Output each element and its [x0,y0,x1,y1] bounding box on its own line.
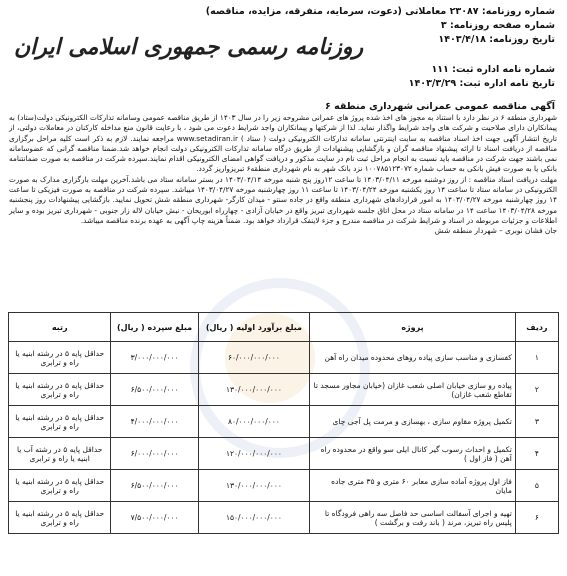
cell-row-number: ۱ [515,342,558,374]
cell-estimate: ۶۰/۰۰۰/۰۰۰/۰۰۰ [198,342,309,374]
ad-title: آگهی مناقصه عمومی عمرانی شهرداری منطقه ۶ [325,101,555,112]
cell-row-number: ۶ [515,502,558,534]
cell-deposit: ۴/۰۰۰/۰۰۰/۰۰۰ [111,406,198,438]
cell-deposit: ۶/۵۰۰/۰۰۰/۰۰۰ [111,374,198,406]
registration-date-line: تاریخ نامه اداره ثبت: ۱۴۰۳/۳/۲۹ [408,78,555,89]
cell-row-number: ۲ [515,374,558,406]
date-line: تاریخ روزنامه: ۱۴۰۳/۴/۱۸ [438,34,555,45]
registration-number-line: شماره نامه اداره ثبت: ۱۱۱ [431,64,555,75]
cell-rank: حداقل پایه ۵ در رشته ابنیه یا راه و ترابری [9,374,111,406]
table-header-row [9,313,559,342]
header-deposit: مبلغ سپرده ( ریال) [111,313,198,342]
cell-estimate: ۱۵۰/۰۰۰/۰۰۰/۰۰۰ [198,502,309,534]
cell-project: فاز اول پروژه آماده سازی معابر ۶۰ متری و ۳۵ متری جاده مایان [310,470,516,502]
cell-rank: حداقل پایه ۵ در رشته ابنیه یا راه و ترابری [9,342,111,374]
cell-rank: حداقل پایه ۵ در رشته ابنیه یا راه و ترابری [9,470,111,502]
cell-project: کفسازی و مناسب سازی پیاده روهای محدوده میدان راه آهن [310,342,516,374]
cell-row-number: ۵ [515,470,558,502]
cell-estimate: ۱۳۰/۰۰۰/۰۰۰/۰۰۰ [198,374,309,406]
cell-project: تکمیل و احداث رسوب گیر کانال ایلی سو واقع در محدوده راه آهن ( فاز اول ) [310,438,516,470]
cell-row-number: ۴ [515,438,558,470]
table-row [9,342,559,374]
cell-estimate: ۱۲۰/۰۰۰/۰۰۰/۰۰۰ [198,438,309,470]
ad-body [9,113,557,237]
header-estimate: مبلغ برآورد اولیه ( ریال) [198,313,309,342]
table-row [9,438,559,470]
header-row-number: ردیف [515,313,558,342]
table-row [9,406,559,438]
cell-deposit: ۶/۰۰۰/۰۰۰/۰۰۰ [111,438,198,470]
ad-paragraph: شهرداری منطقه ۶ در نظر دارد با استناد به مجوز های اخذ شده پروژ های عمرانی مشروحه زیر را در سال ۱۴۰۳ از طریق مناقصه عمومی وسامانه تدارکات الکترونیکی دولت(ستاد) به پیمانکاران دارای صلاحیت و شرکت های واجد شرایط واگذار نماید. لذا از شرکتها و پیمانکاران واجد شرایط دعوت می شود ، با رعایت قانون منع مداخله کارکنان در معاملات دولتی، از تاریخ انتشار آگهی جهت اخذ اسناد مناقصه به سایت اینترنتی سامانه تدارکات الکترونیکی دولت ( ستاد ) www.setadiran.ir مراجعه نمایند. لازم به ذکر است کلیه مراحل برگزاری مناقصه از دریافت اسناد تا ارائه پیشنهاد مناقصه گران و بازگشایی پیشنهادات از طریق درگاه سامانه تدارکات الکترونیکی دولت انجام خواهد شد.ضمنا مناقصه گرانی که عضوسامانه نمی باشند جهت شرکت در مناقصه باید نسبت به انجام مراحل ثبت نام در سایت مذکور و دریافت گواهی امضای الکترونیکی اقدام نمایند.سپرده شرکت در مناقصه به صورت ضمانتنامه بانکی یا به صورت فیش بانکی به حساب شماره ۱۰۰۷۸۵۱۲۳۰۷۲ نزد بانک شهر به نام شهرداری منطقه۶ تبریزواریز گردد. [9,113,558,174]
cell-row-number: ۳ [515,406,558,438]
table-row [9,470,559,502]
tender-table [8,312,559,534]
cell-deposit: ۷/۵۰۰/۰۰۰/۰۰۰ [111,502,198,534]
cell-rank: حداقل پایه ۵ در رشته ابنیه یا راه و ترابری [9,502,111,534]
page-line: شماره صفحه روزنامه: ۳ [440,20,555,31]
cell-rank: حداقل پایه ۵ در رشته آب یا ابنیه یا راه و ترابری [9,438,111,470]
cell-deposit: ۳/۰۰۰/۰۰۰/۰۰۰ [111,342,198,374]
table-row [9,502,559,534]
cell-project: تهیه و اجرای آسفالت اساسی حد فاصل سه راهی فرودگاه تا پلیس راه تبریز، مرند ( باند رفت و برگشت ) [310,502,516,534]
header-project: پروژه [310,313,516,342]
gazette-banner-title: روزنامه رسمی جمهوری اسلامی ایران [14,34,364,60]
gazette-banner [14,34,364,66]
ad-paragraph: مهلت دریافت اسناد مناقصه : از روز دوشنبه مورخه ۱۴۰۳/۰۴/۱۱ تا ساعت ۱۲روز پنج شنبه مورخه ۱۴۰۳/۰۴/۱۴ در بستر سامانه ستاد می باشد.آخرین مهلت بارگزاری مدارک به صورت الکترونیکی در سامانه ستاد تا ساعت ۱۴ روز یکشنبه مورخه ۱۴۰۳/۰۴/۲۴ تا ساعت ۱۱ روز چهارشنبه مورخه ۱۴۰۳/۰۴/۲۷ میباشد. سپرده شرکت در مناقصه به صورت فیزیکی تا ساعت ۱۴ روز چهارشنبه مورخه ۱۴۰۳/۰۴/۲۷ به امور قراردادهای شهرداری منطقه واقع در جاده سنتو - میدان کارگر- شهرداری منطقه شش تحویل نمایید. بازگشایی پیشنهادات روز پنجشنبه مورخه ۱۴۰۳/۰۴/۲۸ ساعت ۱۴ در سامانه ستاد در محل اتاق جلسه شهرداری تبریز واقع در خیابان آزادی - چهارراه ابوریحان - نبش خیابان لاله زار جنوبی - شهرداری تبریز بوده و سایر اطلاعات و جزئیات مربوطه در اسناد و شرایط شرکت در مناقصه مندرج و جزء لاینفک قرارداد خواهد بود. ضمناً هزینه چاپ آگهی به عهده برنده مناقصه میباشد. [9,174,558,225]
header-rank: رتبه [9,313,111,342]
ad-signature: جان فشان نوبری – شهردار منطقه شش [434,226,557,236]
table-row [9,374,559,406]
cell-project: پیاده رو سازی خیابان اصلی شعب غازان (خیابان مجاور مسجد تا تقاطع شعب غازان) [310,374,516,406]
cell-project: تکمیل پروژه مقاوم سازی ، بهسازی و مرمت پل آجی چای [310,406,516,438]
cell-rank: حداقل پایه ۵ در رشته ابنیه یا راه و ترابری [9,406,111,438]
cell-estimate: ۸۰/۰۰۰/۰۰۰/۰۰۰ [198,406,309,438]
cell-estimate: ۱۳۰/۰۰۰/۰۰۰/۰۰۰ [198,470,309,502]
cell-deposit: ۶/۵۰۰/۰۰۰/۰۰۰ [111,470,198,502]
issue-line: شماره روزنامه: ۲۳۰۸۷ معاملاتی (دعوت، سرمایه، متفرقه، مزایده، مناقصه) [205,6,555,17]
